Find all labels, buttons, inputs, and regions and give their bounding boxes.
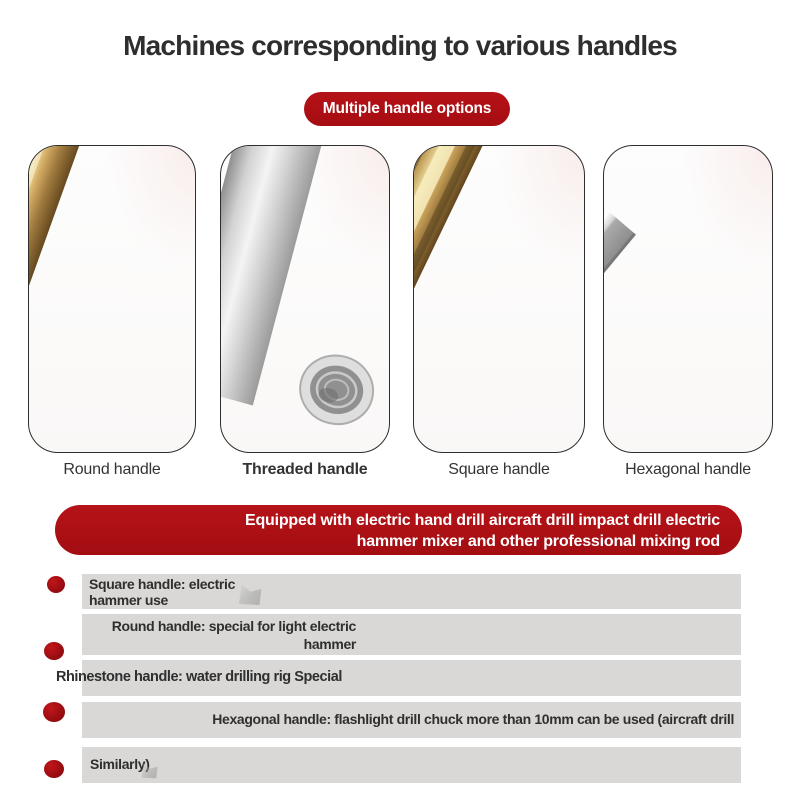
note-bar-square-handle <box>82 574 741 609</box>
options-badge: Multiple handle options <box>304 92 510 126</box>
note-line: Square handle: electric <box>89 576 236 592</box>
note-bar-round-handle <box>82 614 741 655</box>
bullet-dot <box>43 702 65 722</box>
bullet-dot <box>47 576 65 593</box>
promo-banner-line1: Equipped with electric hand drill aircraft drill impact drill electric <box>244 512 720 529</box>
square-handle-photo <box>414 146 584 452</box>
product-card-hexagonal-handle <box>603 145 773 453</box>
note-bar-hexagonal-handle <box>82 702 741 738</box>
product-card-round-handle <box>28 145 196 453</box>
product-label-round: Round handle <box>63 461 161 478</box>
product-card-threaded-handle <box>220 145 390 453</box>
product-label-square: Square handle <box>448 461 550 478</box>
hexagonal-handle-photo <box>604 146 772 452</box>
bullet-dot <box>44 760 64 778</box>
product-label-threaded: Threaded handle <box>242 461 368 478</box>
promo-banner <box>55 505 742 555</box>
round-handle-photo <box>29 146 195 452</box>
note-text: Rhinestone handle: water drilling rig Special <box>56 669 342 685</box>
product-card-square-handle <box>413 145 585 453</box>
note-bar-similarly <box>82 747 741 783</box>
note-text <box>94 617 356 653</box>
note-text <box>89 576 235 608</box>
page-title: Machines corresponding to various handles <box>123 30 677 61</box>
note-line: Round handle: special for light electric <box>111 618 356 634</box>
note-text: Hexagonal handle: flashlight drill chuck more than 10mm can be used (aircraft drill <box>212 711 734 727</box>
promo-banner-line2: hammer mixer and other professional mixing rod <box>356 533 720 550</box>
bullet-dot <box>44 642 64 660</box>
note-line: hammer <box>303 636 356 652</box>
note-line: hammer use <box>89 592 168 608</box>
note-text: Similarly) <box>90 756 150 772</box>
threaded-handle-photo <box>221 146 389 452</box>
product-label-hexagonal: Hexagonal handle <box>625 461 751 478</box>
